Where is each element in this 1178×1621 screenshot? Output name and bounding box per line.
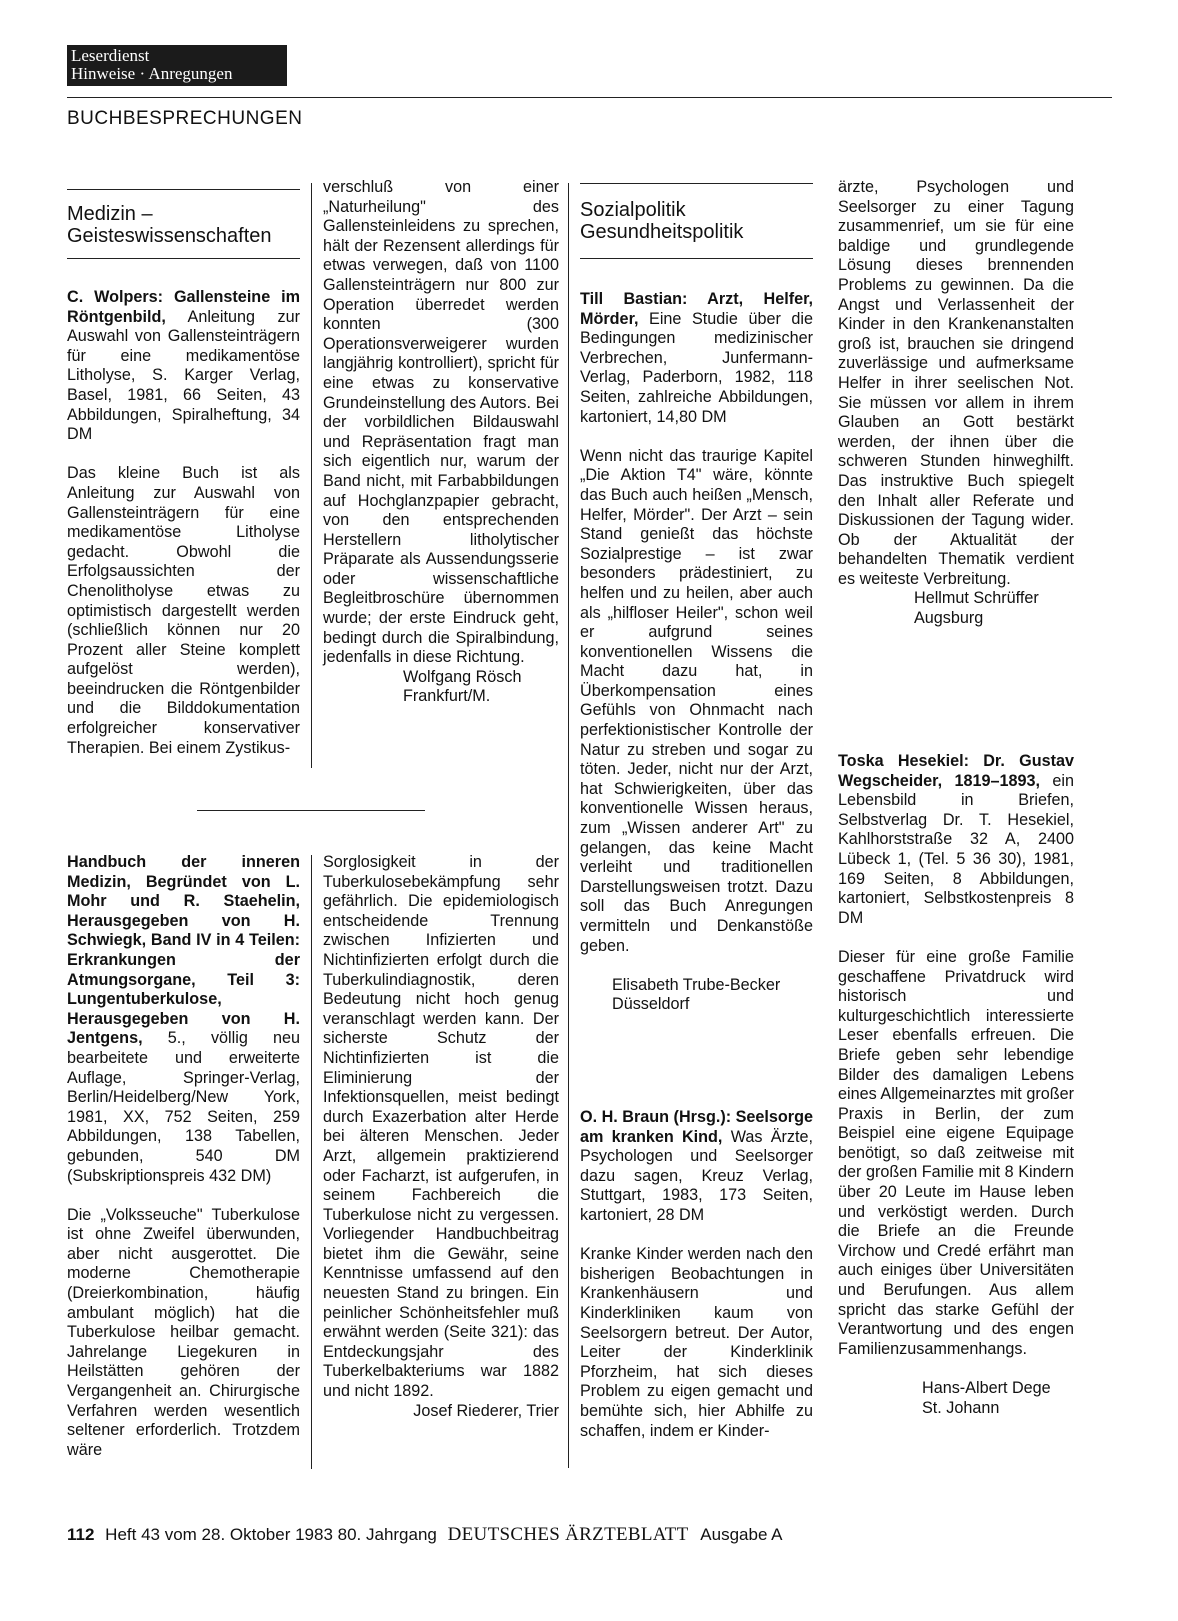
category-rule-top [580,183,813,184]
category-rule-bottom [67,258,300,259]
review-handbuch-continued [323,853,559,1421]
review-body: Dieser für eine große Familie geschaffene Privatdruck wird historisch und kulturgeschichtlich interessierte Leser ebenfalls erfreuen. Die Briefe geben sehr lebendige Bilder des damaligen Lebens eines Allgemeinarztes mit großer Praxis in Berlin, der zum Beispiel eine eigene Equipage benötigt, so daß zeitweise mit der großen Familie mit 8 Kindern über 20 Leute im Hause leben und verköstigt werden. Durch die Briefe an die Freunde Virchow und Credé erfährt man auch einiges über Universitäten und Berufungen. Aus allem spricht das starke Gefühl der Verantwortung und des engen Familienzusammenhangs. [838,947,1074,1358]
review-title: Till Bastian: Arzt, Helfer, Mörder, [580,290,813,328]
column-rule [311,183,312,768]
review-handbuch [67,853,300,1460]
review-body: Sorglosigkeit in der Tuberkulosebekämpfung sehr gefährlich. Die epidemiologisch entscheidende Trennung zwischen Infizierten und Nichtinfizierten erfolgt durch die Tuberkulindiagnostik, deren Bedeutung nicht hoch genug veranschlagt werden kann. Der sicherste Schutz der Nichtinfizierten ist die Eliminierung der Infektionsquellen, meist bedingt durch Exazerbation alter Herde bei älteren Menschen. Jeder Arzt, allgemein praktizierend oder Facharzt, ist aufgerufen, in seinem Fachbereich die Tuberkulose nicht zu vergessen. Vorliegender Handbuchbeitrag bietet ihm die Gewähr, seine Kenntnisse umfassend auf den neuesten Stand zu bringen. Ein peinlicher Schönheitsfehler muß erwähnt werden (Seite 321): das Entdeckungsjahr des Tuberkelbakteriums war 1882 und nicht 1892. [323,853,559,1401]
issue-info: Heft 43 vom 28. Oktober 1983 80. Jahrgang [105,1525,437,1544]
review-braun-continued [838,178,1074,629]
review-signature-name: Wolfgang Rösch [403,667,522,686]
review-details: Eine Studie über die Bedingungen medizinischer Verbrechen, Junfermann-Verlag, Paderborn, 1982, 118 Seiten, zahlreiche Abbildungen, kartoniert, 14,80 DM [580,309,813,426]
page-number: 112 [67,1525,95,1544]
category-heading-medizin: Medizin – Geisteswissenschaften [67,203,272,247]
review-title: O. H. Braun (Hrsg.): Seelsorge am kranken Kind, [580,1108,813,1146]
review-braun [580,1108,813,1441]
edition: Ausgabe A [700,1525,783,1544]
review-signature-name: Hellmut Schrüffer [914,589,1039,608]
page-footer [67,1524,783,1546]
review-title: C. Wolpers: Gallensteine im Röntgenbild, [67,288,300,326]
review-signature-name: Josef Riederer, Trier [413,1401,559,1420]
review-wolpers [67,288,300,758]
review-body: Wenn nicht das traurige Kapitel „Die Aktion T4" wäre, könnte das Buch auch heißen „Mensch, Helfer, Mörder". Der Arzt – sein Stand genießt das höchste Sozialprestige – ist zwar besonders prädestiniert, zu helfen und zu heilen, aber auch als „hilfloser Heiler", schon weil er aufgrund seines konventionellen Wissens die Macht dazu hat, in Überkompensation eines Gefühls von Ohnmacht nach perfektionistischer Kontrolle der Natur zu streben und sogar zu töten. Jeder, nicht nur der Arzt, hat Schwierigkeiten, über das konventionelle Wissen heraus, zum „Wissen anderer Art" zu gelangen, das keine Macht verleiht und traditionellen Darstellungsweisen trotzt. Dazu soll das Buch Anregungen vermitteln und Denkanstöße geben. [580,446,813,955]
review-hesekiel [838,752,1074,1418]
review-signature-place: St. Johann [922,1398,1000,1417]
section-title: BUCHBESPRECHUNGEN [67,108,303,129]
review-details: 5., völlig neu bearbeitete und erweiterte Auflage, Springer-Verlag, Berlin/Heidelberg/New York, 1981, XX, 752 Seiten, 259 Abbildungen, 138 Tabellen, gebunden, 540 DM (Subskriptionspreis 432 DM) [67,1029,301,1185]
column-rule [568,183,569,1468]
badge-line-2: Hinweise · Anregungen [71,64,233,83]
review-body: verschluß von einer „Naturheilung" des Gallensteinleidens zu sprechen, hält der Rezensent allerdings für etwas verwegen, daß von 1100 Gallensteinträgern nur 800 zur Operation überredet werden konnten (300 Operationsverweigerer wurden langjährig kontrolliert), spricht für eine etwas zu konservative Grundeinstellung des Autors. Bei der vorbildlichen Bildauswahl und Repräsentation fragt man sich eigentlich nur, warum der Band nicht, mit Farbabbildungen auf Hochglanzpapier gebracht, von den entsprechenden Herstellern litholytischer Präparate als Aussendungsserie oder wissenschaftliche Begleitbroschüre übernommen wurde; der erste Eindruck geht, bedingt durch die Spiralbindung, jedenfalls in diese Richtung. [323,178,559,667]
column-rule [311,855,312,1469]
review-signature-place: Frankfurt/M. [403,687,491,706]
review-signature-name: Hans-Albert Dege [922,1379,1051,1397]
review-title: Toska Hesekiel: Dr. Gustav Wegscheider, 1819–1893, [838,752,1074,790]
header-rule [67,97,1112,98]
review-wolpers-continued [323,178,559,707]
review-separator [197,810,425,811]
review-details: Was Ärzte, Psychologen und Seelsorger dazu sagen, Kreuz Verlag, Stuttgart, 1983, 173 Seiten, kartoniert, 28 DM [580,1127,813,1224]
review-signature-name: Elisabeth Trube-Becker [612,975,781,994]
category-rule-bottom [580,258,813,259]
category-heading-sozialpolitik: Sozialpolitik Gesundheitspolitik [580,199,744,243]
review-body: Das kleine Buch ist als Anleitung zur Auswahl von Gallensteinträgern für eine medikamentöse Litholyse gedacht. Obwohl die Erfolgsaussichten der Chenolitholyse etwas zu optimistisch dargestellt werden (schließlich können nur 20 Prozent aller Steine komplett aufgelöst werden), beeindrucken die Röntgenbilder und die Bilddokumentation erfolgreicher konservativer Therapien. Bei einem Zystikus- [67,464,300,757]
badge-line-1: Leserdienst [71,46,150,65]
review-signature-place: Augsburg [914,609,984,628]
magazine-name: DEUTSCHES ÄRZTEBLATT [447,1524,689,1545]
review-title: Handbuch der inneren Medizin, Begründet von L. Mohr und R. Staehelin, Herausgegeben von H. Schwiegk, Band IV in 4 Teilen: Erkrankungen der Atmungsorgane, Teil 3: Lungentuberkulose, Herausgegeben von H. Jentgens, [67,853,300,1048]
review-bastian [580,290,813,1015]
review-body: ärzte, Psychologen und Seelsorger zu einer Tagung zusammenrief, um sie für eine baldige und grundlegende Lösung dieses brennenden Problems zu gewinnen. Da die Angst und Verlassenheit der Kinder in den Krankenanstalten groß ist, brauchen sie dringend zuverlässige und aufmerksame Helfer in ihrer seelischen Not. Sie müssen vor allem in ihrem Glauben an Gott bestärkt werden, der ihnen über die schweren Stunden hinweghilft. Das instruktive Buch spiegelt den Inhalt aller Referate und Diskussionen der Tagung wider. Ob der Aktualität der behandelten Thematik verdient es weiteste Verbreitung. [838,178,1074,588]
category-rule-top [67,189,300,190]
review-details: Anleitung zur Auswahl von Gallensteinträgern für eine medikamentöse Litholyse, S. Karger Verlag, Basel, 1981, 66 Seiten, 43 Abbildungen, Spiralheftung, 34 DM [67,307,300,444]
review-body: Kranke Kinder werden nach den bisherigen Beobachtungen in Krankenhäusern und Kinderkliniken kaum von Seelsorgern betreut. Der Autor, Leiter der Kinderklinik Pforzheim, hat sich dieses Problem zu eigen gemacht und bemühte sich, hier Abhilfe zu schaffen, indem er Kinder- [580,1245,813,1440]
review-body: Die „Volksseuche" Tuberkulose ist ohne Zweifel überwunden, aber nicht ausgerottet. Die moderne Chemotherapie (Dreierkombination, häufig ambulant möglich) hat die Tuberkulose heilbar gemacht. Jahrelange Liegekuren in Heilstätten gehören der Vergangenheit an. Chirurgische Verfahren werden wesentlich seltener erforderlich. Trotzdem wäre [67,1205,300,1459]
section-badge [67,45,287,86]
review-details: ein Lebensbild in Briefen, Selbstverlag Dr. T. Hesekiel, Kahlhorststraße 32 A, 2400 Lübeck 1, (Tel. 5 36 30), 1981, 169 Seiten, 8 Abbildungen, kartoniert, Selbstkostenpreis 8 DM [838,771,1074,927]
review-signature-place: Düsseldorf [612,995,690,1014]
